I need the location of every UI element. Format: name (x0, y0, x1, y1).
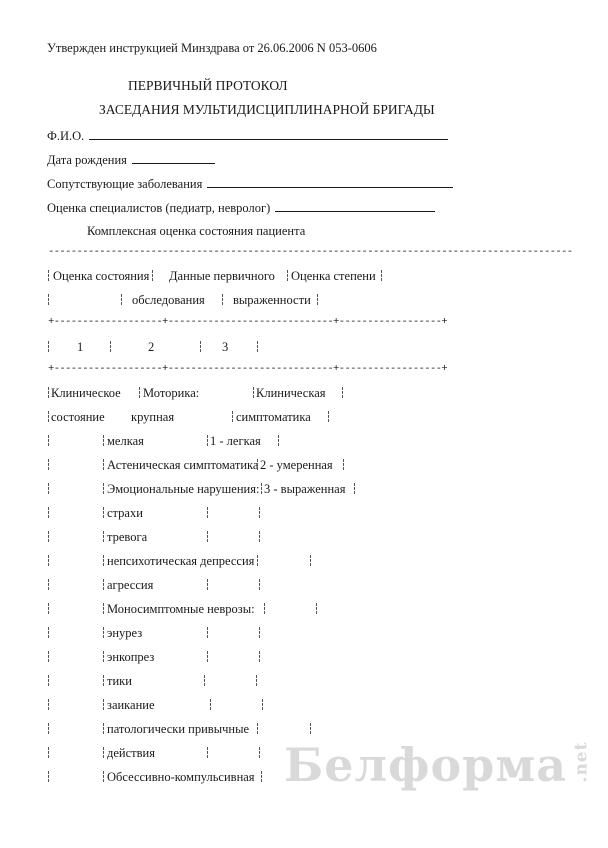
col-number-3: 3 (222, 340, 229, 354)
col-divider (48, 531, 49, 542)
col-divider (48, 411, 49, 422)
row-emotional: Эмоциональные нарушения: (107, 482, 260, 496)
col-number-1: 1 (77, 340, 84, 354)
table-top-rule: -------------------------------------------------------------------------------------------- (48, 246, 573, 258)
col-divider (316, 603, 317, 614)
col-divider (103, 723, 104, 734)
watermark-main: Белформа (284, 738, 568, 792)
row-habits-1: патологически привычные (107, 722, 250, 736)
row-habits-2: действия (107, 746, 155, 760)
col-divider (103, 675, 104, 686)
row-asthenic: Астеническая симптоматика (107, 458, 259, 472)
doc-title-line1: ПЕРВИЧНЫЙ ПРОТОКОЛ (128, 78, 288, 93)
col-divider (103, 627, 104, 638)
col-divider (343, 459, 344, 470)
col-divider (121, 294, 122, 305)
col-divider (48, 723, 49, 734)
col-divider (152, 270, 153, 281)
col-divider (103, 507, 104, 518)
col-divider (103, 531, 104, 542)
col-divider (48, 771, 49, 782)
col-divider (103, 579, 104, 590)
col-divider (342, 387, 343, 398)
row-clinical-symptoms-1: Клиническая (256, 386, 326, 400)
col-divider (262, 699, 263, 710)
col-divider (278, 435, 279, 446)
col-divider (207, 747, 208, 758)
watermark-suffix: .net (571, 741, 592, 783)
col-divider (48, 459, 49, 470)
col-divider (259, 747, 260, 758)
col-divider (48, 555, 49, 566)
col-divider (261, 483, 262, 494)
comorbid-label: Сопутствующие заболевания (47, 177, 203, 191)
specialists-blank[interactable] (275, 199, 435, 212)
col-divider (103, 555, 104, 566)
row-stutter: заикание (107, 698, 155, 712)
col-divider (48, 270, 49, 281)
row-degree-mild: 1 - легкая (210, 434, 261, 448)
row-motor-large: крупная (131, 410, 175, 424)
doc-title-line2: ЗАСЕДАНИЯ МУЛЬТИДИСЦИПЛИНАРНОЙ БРИГАДЫ (99, 102, 435, 117)
fio-label: Ф.И.О. (47, 129, 85, 143)
header-col3-line2: выраженности (233, 293, 311, 307)
header-col2-line1: Данные первичного (169, 269, 275, 283)
comorbid-field (47, 175, 453, 191)
col-divider (48, 341, 49, 352)
section-title: Комплексная оценка состояния пациента (87, 224, 306, 238)
col-divider (256, 675, 257, 686)
col-divider (103, 603, 104, 614)
col-divider (287, 270, 288, 281)
col-divider (259, 507, 260, 518)
col-divider (264, 603, 265, 614)
col-divider (328, 411, 329, 422)
row-clinical-state-2: состояние (51, 410, 105, 424)
col-divider (48, 699, 49, 710)
birth-date-label: Дата рождения (47, 153, 127, 167)
col-divider (210, 699, 211, 710)
col-divider (48, 603, 49, 614)
col-number-2: 2 (148, 340, 155, 354)
col-divider (253, 387, 254, 398)
row-motor-fine: мелкая (107, 434, 144, 448)
col-divider (257, 459, 258, 470)
row-tics: тики (107, 674, 132, 688)
birth-date-field (47, 151, 215, 167)
row-aggression: агрессия (107, 578, 154, 592)
col-divider (103, 747, 104, 758)
col-divider (103, 699, 104, 710)
col-divider (103, 651, 104, 662)
col-divider (259, 627, 260, 638)
header-col1: Оценка состояния (53, 269, 150, 283)
col-divider (317, 294, 318, 305)
col-divider (110, 341, 111, 352)
col-divider (48, 294, 49, 305)
watermark-logo (284, 738, 608, 792)
col-divider (200, 341, 201, 352)
fio-blank[interactable] (89, 127, 448, 140)
col-divider (103, 483, 104, 494)
row-fears: страхи (107, 506, 143, 520)
table-numbers-rule: +-------------------+-----------------------------+------------------+ (48, 363, 448, 375)
col-divider (48, 507, 49, 518)
row-motor: Моторика: (143, 386, 200, 400)
col-divider (257, 555, 258, 566)
col-divider (354, 483, 355, 494)
header-col2-line2: обследования (132, 293, 205, 307)
col-divider (257, 341, 258, 352)
comorbid-blank[interactable] (207, 175, 453, 188)
fio-field (47, 127, 448, 143)
col-divider (207, 507, 208, 518)
col-divider (207, 651, 208, 662)
col-divider (48, 435, 49, 446)
col-divider (207, 627, 208, 638)
col-divider (48, 747, 49, 758)
row-neuroses: Моносимптомные неврозы: (107, 602, 255, 616)
col-divider (232, 411, 233, 422)
birth-date-blank[interactable] (132, 151, 215, 164)
col-divider (259, 579, 260, 590)
col-divider (207, 435, 208, 446)
row-degree-severe: 3 - выраженная (264, 482, 346, 496)
row-degree-moderate: 2 - умеренная (260, 458, 333, 472)
col-divider (48, 675, 49, 686)
row-anxiety: тревога (107, 530, 148, 544)
col-divider (103, 459, 104, 470)
row-encopresis: энкопрез (107, 650, 155, 664)
approval-note: Утвержден инструкцией Минздрава от 26.06.2006 N 053-0606 (47, 41, 377, 55)
row-ocd: Обсессивно-компульсивная (107, 770, 255, 784)
row-clinical-symptoms-2: симптоматика (236, 410, 311, 424)
col-divider (310, 723, 311, 734)
col-divider (139, 387, 140, 398)
col-divider (48, 579, 49, 590)
col-divider (103, 435, 104, 446)
col-divider (207, 531, 208, 542)
col-divider (259, 531, 260, 542)
row-clinical-state-1: Клиническое (51, 386, 121, 400)
col-divider (222, 294, 223, 305)
col-divider (381, 270, 382, 281)
col-divider (204, 675, 205, 686)
col-divider (48, 627, 49, 638)
col-divider (48, 387, 49, 398)
col-divider (48, 651, 49, 662)
col-divider (259, 651, 260, 662)
specialists-field (47, 199, 435, 215)
row-enuresis: энурез (107, 626, 143, 640)
col-divider (48, 483, 49, 494)
header-col3-line1: Оценка степени (291, 269, 376, 283)
table-header-rule: +-------------------+-----------------------------+------------------+ (48, 316, 448, 328)
specialists-label: Оценка специалистов (педиатр, невролог) (47, 201, 271, 215)
col-divider (103, 771, 104, 782)
col-divider (207, 579, 208, 590)
col-divider (257, 723, 258, 734)
row-depression: непсихотическая депрессия (107, 554, 255, 568)
col-divider (261, 771, 262, 782)
col-divider (310, 555, 311, 566)
